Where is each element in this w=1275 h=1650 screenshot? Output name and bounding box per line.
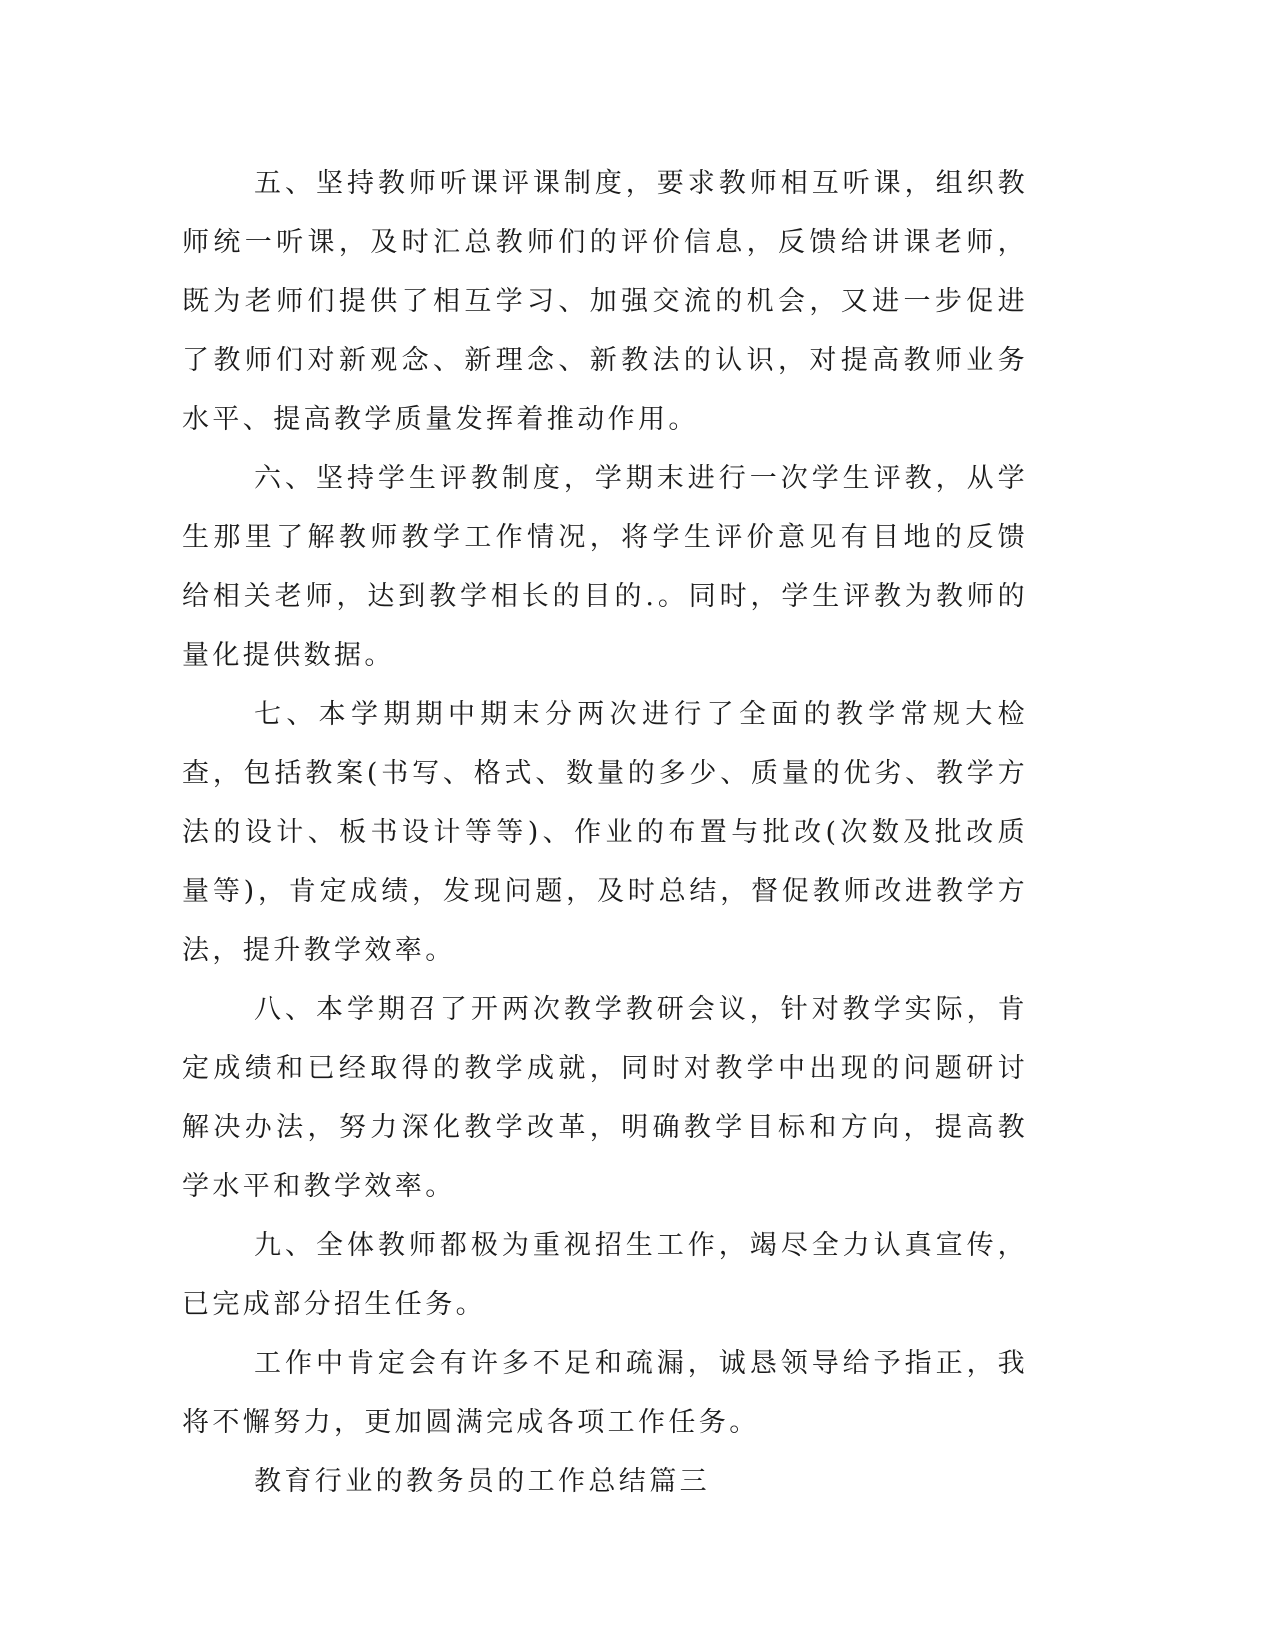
- paragraph-8-research-meetings: 八、本学期召了开两次教学教研会议，针对教学实际，肯定成绩和已经取得的教学成就，同时对教学中出现的问题研讨解决办法，努力深化教学改革，明确教学目标和方向，提高教学水平和教学效率。: [182, 994, 1028, 1202]
- paragraph-7-routine-inspection: 七、本学期期中期末分两次进行了全面的教学常规大检查，包括教案(书写、格式、数量的多少、质量的优劣、教学方法的设计、板书设计等等)、作业的布置与批改(次数及批改质量等)，肯定成绩，发现问题，及时总结，督促教师改进教学方法，提升教学效率。: [182, 699, 1028, 966]
- paragraph-9-enrollment: 九、全体教师都极为重视招生工作，竭尽全力认真宣传，已完成部分招生任务。: [182, 1230, 1028, 1320]
- document-body: [182, 154, 1028, 1511]
- paragraph-6-student-evaluation: 六、坚持学生评教制度，学期末进行一次学生评教，从学生那里了解教师教学工作情况，将学生评价意见有目地的反馈给相关老师，达到教学相长的目的.。同时，学生评教为教师的量化提供数据。: [182, 463, 1028, 671]
- section-heading-part-three: 教育行业的教务员的工作总结篇三: [254, 1466, 710, 1497]
- paragraph-5-teacher-observation: 五、坚持教师听课评课制度，要求教师相互听课，组织教师统一听课，及时汇总教师们的评价信息，反馈给讲课老师，既为老师们提供了相互学习、加强交流的机会，又进一步促进了教师们对新观念、新理念、新教法的认识，对提高教师业务水平、提高教学质量发挥着推动作用。: [182, 168, 1028, 435]
- paragraph-closing: 工作中肯定会有许多不足和疏漏，诚恳领导给予指正，我将不懈努力，更加圆满完成各项工作任务。: [182, 1348, 1028, 1438]
